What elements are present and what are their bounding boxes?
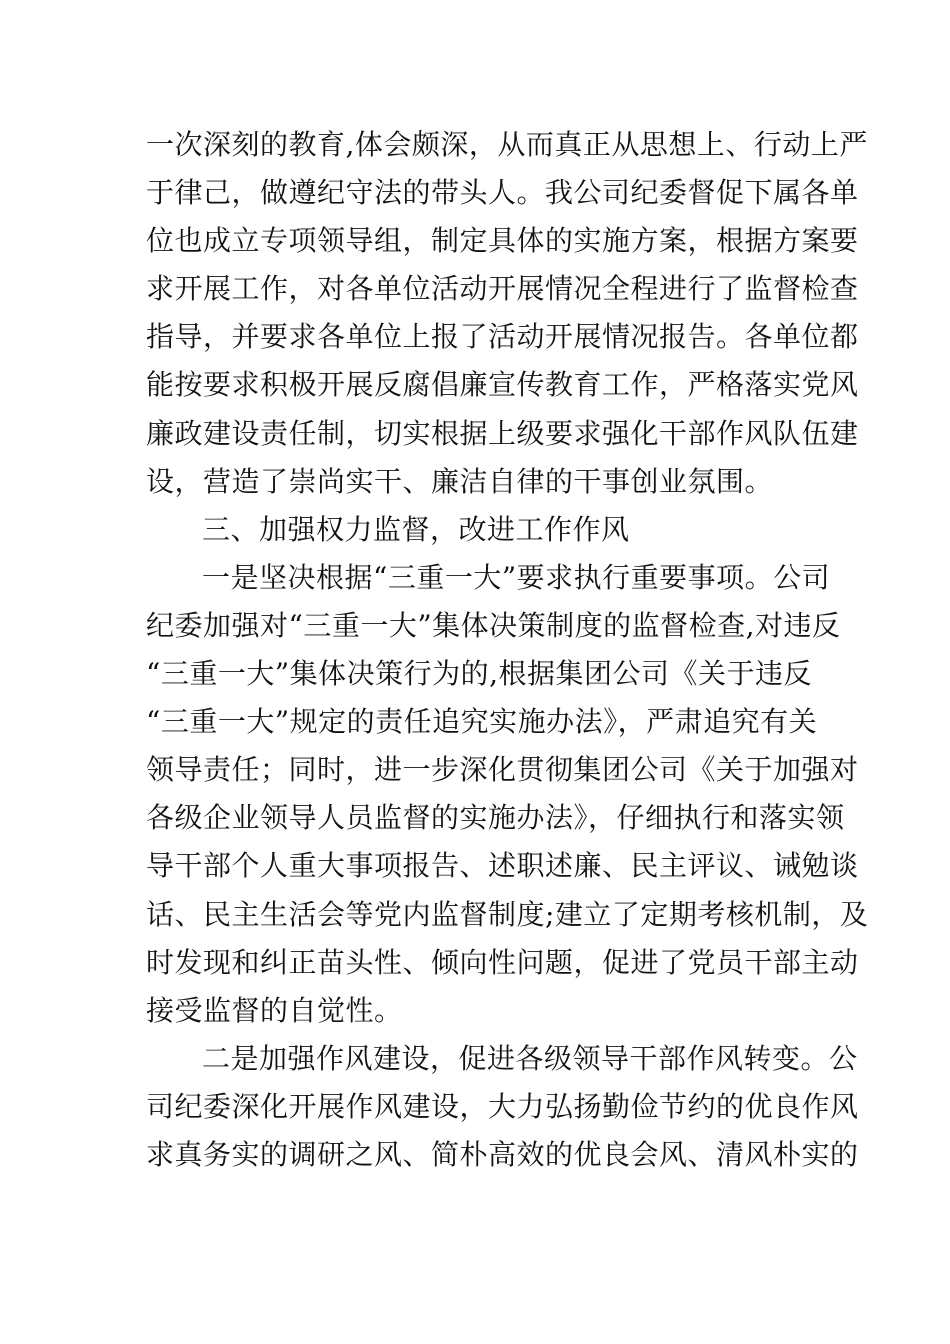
document-body bbox=[146, 121, 869, 1179]
text-line: “三重一大”集体决策行为的,根据集团公司《关于违反 bbox=[146, 657, 813, 691]
text-line: 领导责任；同时，进一步深化贯彻集团公司《关于加强对 bbox=[146, 753, 859, 787]
text-line: 指导，并要求各单位上报了活动开展情况报告。各单位都 bbox=[146, 320, 859, 354]
text-line: 求真务实的调研之风、简朴高效的优良会风、清风朴实的 bbox=[146, 1137, 859, 1171]
text-line: 于律己，做遵纪守法的带头人。我公司纪委督促下属各单 bbox=[146, 176, 859, 210]
text-line: 导干部个人重大事项报告、述职述廉、民主评议、诫勉谈 bbox=[146, 849, 859, 883]
text-line: 位也成立专项领导组，制定具体的实施方案，根据方案要 bbox=[146, 224, 859, 258]
text-line: 二是加强作风建设，促进各级领导干部作风转变。公 bbox=[202, 1041, 858, 1075]
text-line: 话、民主生活会等党内监督制度;建立了定期考核机制，及 bbox=[146, 897, 869, 931]
text-line: 一次深刻的教育,体会颇深，从而真正从思想上、行动上严 bbox=[146, 128, 868, 161]
text-line: 能按要求积极开展反腐倡廉宣传教育工作，严格落实党风 bbox=[146, 368, 859, 402]
text-line: 各级企业领导人员监督的实施办法》，仔细执行和落实领 bbox=[146, 801, 845, 835]
text-line: 时发现和纠正苗头性、倾向性问题，促进了党员干部主动 bbox=[146, 945, 859, 979]
text-line: 司纪委深化开展作风建设，大力弘扬勤俭节约的优良作风 bbox=[146, 1089, 859, 1123]
text-line: 廉政建设责任制，切实根据上级要求强化干部作风队伍建 bbox=[146, 416, 859, 450]
text-line: 一是坚决根据“三重一大”要求执行重要事项。公司 bbox=[202, 560, 831, 594]
text-line: 求开展工作，对各单位活动开展情况全程进行了监督检查 bbox=[146, 272, 859, 306]
text-line: 纪委加强对“三重一大”集体决策制度的监督检查,对违反 bbox=[146, 608, 841, 642]
text-line: “三重一大”规定的责任追究实施办法》，严肃追究有关 bbox=[146, 705, 818, 739]
section-heading: 三、加强权力监督，改进工作作风 bbox=[202, 512, 630, 546]
text-line: 接受监督的自觉性。 bbox=[146, 993, 403, 1027]
text-line: 设，营造了崇尚实干、廉洁自律的干事创业氛围。 bbox=[146, 464, 774, 498]
